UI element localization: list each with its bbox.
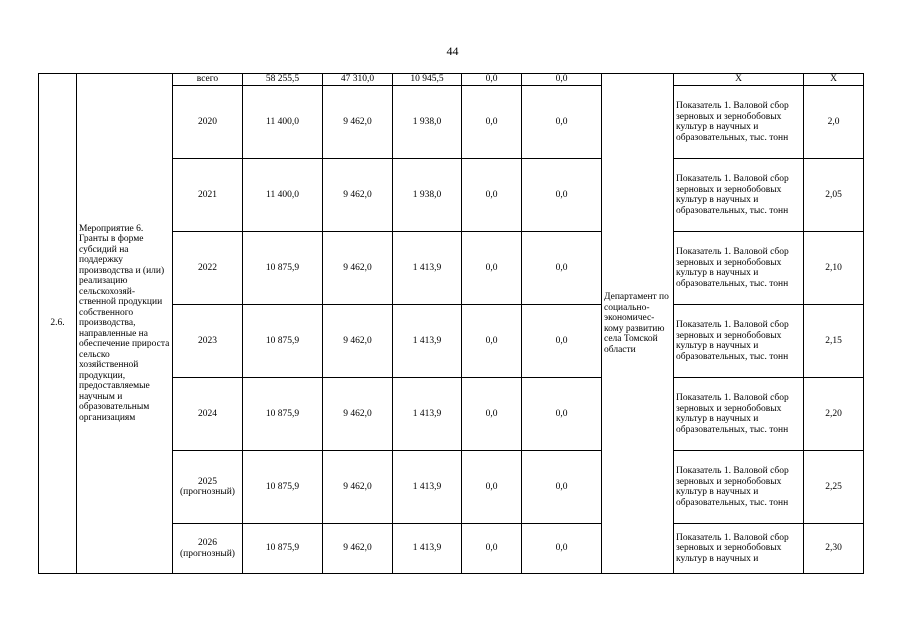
indicator-cell: Показатель 1. Валовой сбор зерновых и зернобобовых культур в научных и образовательных, тыс. тонн xyxy=(674,378,804,451)
amount-col4: 0,0 xyxy=(462,74,522,86)
indicator-cell: Показатель 1. Валовой сбор зерновых и зернобобовых культур в научных и xyxy=(674,524,804,574)
indicator-cell: Показатель 1. Валовой сбор зерновых и зернобобовых культур в научных и образовательных, тыс. тонн xyxy=(674,451,804,524)
amount-col5: 0,0 xyxy=(522,74,602,86)
amount-col5: 0,0 xyxy=(522,451,602,524)
amount-col5: 0,0 xyxy=(522,232,602,305)
amount-col4: 0,0 xyxy=(462,451,522,524)
event-name: Мероприятие 6. Гранты в форме субсидий на поддержку производства и (или) реализацию сельскохозяй-ственной продукции собственного производства, направленные на обеспечение прироста сельско хозяйственной продукции, предоставляемые научным и образовательным организациям xyxy=(77,74,173,574)
amount-col3: 1 413,9 xyxy=(393,524,462,574)
amount-total: 10 875,9 xyxy=(243,305,323,378)
row-number: 2.6. xyxy=(39,74,77,574)
amount-col2: 9 462,0 xyxy=(323,524,393,574)
year-cell: всего xyxy=(173,74,243,86)
year-cell: 2023 xyxy=(173,305,243,378)
amount-col5: 0,0 xyxy=(522,378,602,451)
amount-total: 10 875,9 xyxy=(243,524,323,574)
indicator-cell: Показатель 1. Валовой сбор зерновых и зернобобовых культур в научных и образовательных, тыс. тонн xyxy=(674,305,804,378)
amount-total: 11 400,0 xyxy=(243,159,323,232)
indicator-value: 2,10 xyxy=(804,232,864,305)
year-cell: 2020 xyxy=(173,86,243,159)
amount-col3: 1 413,9 xyxy=(393,451,462,524)
indicator-value: 2,25 xyxy=(804,451,864,524)
indicator-value: 2,0 xyxy=(804,86,864,159)
year-cell: 2021 xyxy=(173,159,243,232)
amount-col5: 0,0 xyxy=(522,524,602,574)
indicator-cell: Х xyxy=(674,74,804,86)
amount-col4: 0,0 xyxy=(462,232,522,305)
amount-col2: 9 462,0 xyxy=(323,378,393,451)
year-cell: 2025 (прогнозный) xyxy=(173,451,243,524)
year-cell: 2024 xyxy=(173,378,243,451)
amount-col4: 0,0 xyxy=(462,378,522,451)
indicator-value: 2,30 xyxy=(804,524,864,574)
amount-total: 11 400,0 xyxy=(243,86,323,159)
page-number: 44 xyxy=(446,44,459,58)
amount-col5: 0,0 xyxy=(522,159,602,232)
amount-col2: 9 462,0 xyxy=(323,86,393,159)
indicator-value: Х xyxy=(804,74,864,86)
amount-col2: 9 462,0 xyxy=(323,159,393,232)
year-cell: 2026 (прогнозный) xyxy=(173,524,243,574)
amount-total: 10 875,9 xyxy=(243,378,323,451)
amount-col3: 1 413,9 xyxy=(393,305,462,378)
amount-col3: 1 413,9 xyxy=(393,378,462,451)
amount-total: 10 875,9 xyxy=(243,232,323,305)
indicator-cell: Показатель 1. Валовой сбор зерновых и зернобобовых культур в научных и образовательных, тыс. тонн xyxy=(674,232,804,305)
amount-col4: 0,0 xyxy=(462,159,522,232)
indicator-cell: Показатель 1. Валовой сбор зерновых и зернобобовых культур в научных и образовательных, тыс. тонн xyxy=(674,86,804,159)
indicator-value: 2,20 xyxy=(804,378,864,451)
amount-col3: 1 938,0 xyxy=(393,159,462,232)
total-row xyxy=(39,74,864,86)
amount-col4: 0,0 xyxy=(462,305,522,378)
indicator-cell: Показатель 1. Валовой сбор зерновых и зернобобовых культур в научных и образовательных, тыс. тонн xyxy=(674,159,804,232)
amount-col3: 1 413,9 xyxy=(393,232,462,305)
amount-total: 10 875,9 xyxy=(243,451,323,524)
amount-total: 58 255,5 xyxy=(243,74,323,86)
amount-col2: 9 462,0 xyxy=(323,232,393,305)
amount-col5: 0,0 xyxy=(522,305,602,378)
amount-col4: 0,0 xyxy=(462,524,522,574)
amount-col3: 10 945,5 xyxy=(393,74,462,86)
indicator-value: 2,05 xyxy=(804,159,864,232)
year-cell: 2022 xyxy=(173,232,243,305)
amount-col2: 9 462,0 xyxy=(323,305,393,378)
department: Департамент по социально-экономичес-кому развитию села Томской области xyxy=(602,74,674,574)
indicator-value: 2,15 xyxy=(804,305,864,378)
amount-col2: 9 462,0 xyxy=(323,451,393,524)
budget-table xyxy=(38,73,864,574)
amount-col3: 1 938,0 xyxy=(393,86,462,159)
amount-col2: 47 310,0 xyxy=(323,74,393,86)
amount-col4: 0,0 xyxy=(462,86,522,159)
amount-col5: 0,0 xyxy=(522,86,602,159)
